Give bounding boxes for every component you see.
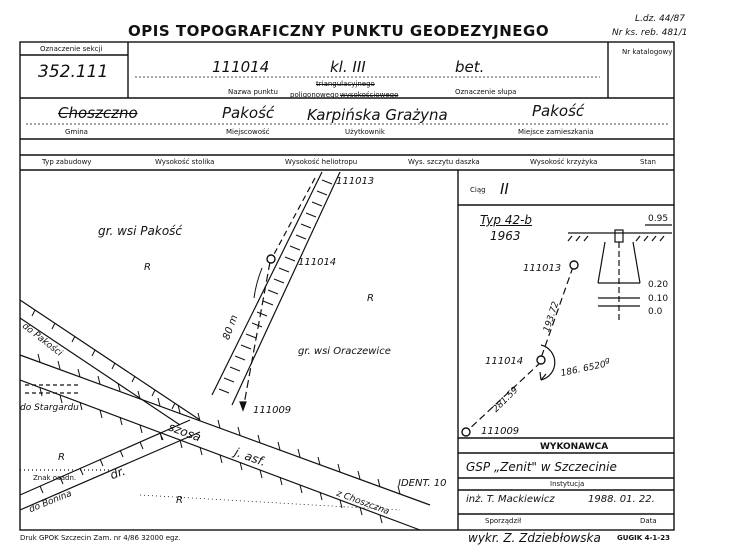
residence-value: Pakość: [532, 102, 585, 120]
type-polygon: poligonowego: [290, 91, 339, 99]
road-to-bonin: do Bonina: [27, 488, 74, 516]
depth-d3: 0.0: [648, 307, 663, 317]
point-name-label: Nazwa punktu: [228, 88, 278, 96]
institution-value: GSP „Zenit" w Szczecinie: [466, 460, 617, 474]
distance-193: 193.72: [542, 300, 562, 334]
farmland-r2: R: [367, 293, 374, 304]
farmland-r1: R: [144, 262, 151, 273]
angle-grad: g: [603, 354, 611, 365]
type-triangulation: triangulacyjnego: [316, 80, 375, 88]
drawn-by: wykr. Z. Zdziebłowska: [468, 531, 601, 545]
road-from-choszczno: z Choszczna: [334, 488, 391, 518]
print-info: Druk GPOK Szczecin Zam. nr 4/86 32000 egz.: [20, 534, 181, 542]
register-number: L.dz. 44/87: [635, 14, 685, 24]
road-to-pakosc: do Pakości: [19, 321, 64, 359]
col-heliotrope-height: Wysokość heliotropu: [285, 158, 358, 166]
marker-year: 1963: [490, 229, 521, 243]
contractor-label: WYKONAWCA: [540, 442, 609, 452]
farmland-r4: R: [176, 495, 183, 506]
right-point-111013: [570, 261, 578, 269]
user-label: Użytkownik: [345, 128, 385, 136]
book-number: Nr ks. reb. 481/1: [612, 28, 688, 38]
farmland-r3: R: [58, 452, 65, 463]
col-cross-height: Wysokość krzyżyka: [530, 158, 598, 166]
map-label-111013: 111013: [336, 176, 375, 187]
form-title: OPIS TOPOGRAFICZNY PUNKTU GEODEZYJNEGO: [128, 22, 550, 40]
sheet-label: Oznaczenie sekcji: [40, 45, 103, 53]
col-building-type: Typ zabudowy: [42, 158, 92, 166]
date-label: Data: [640, 517, 657, 525]
traverse-value: II: [500, 180, 509, 198]
highway-surface: j. asf.: [232, 444, 268, 470]
sketch-label-111009: 111009: [481, 426, 520, 437]
date-value: 1988. 01. 22.: [588, 494, 655, 505]
settlement-sign: Znak osadn.: [33, 474, 77, 482]
col-roof-height: Wys. szczytu daszka: [408, 158, 480, 166]
depth-d1: 0.20: [648, 280, 669, 290]
author-label: Sporządził: [485, 517, 522, 525]
map-point-111014: [267, 255, 275, 263]
map-label-111014: 111014: [298, 257, 337, 268]
gmina-label: Gmina: [65, 128, 88, 136]
col-table-height: Wysokość stolika: [155, 158, 215, 166]
right-point-111014: [537, 356, 545, 364]
right-point-111009: [462, 428, 470, 436]
village-pakosc: gr. wsi Pakość: [98, 224, 183, 238]
dirt-road-label: dr.: [108, 463, 128, 483]
highway-label: szosa: [166, 419, 203, 445]
author-value: inż. T. Mackiewicz: [466, 494, 555, 505]
col-state: Stan: [640, 158, 656, 166]
point-class-value: kl. III: [330, 58, 366, 76]
gmina-value: Choszczno: [58, 104, 138, 122]
depth-value: 0.95: [648, 214, 669, 224]
distance-281: 281.59: [491, 385, 521, 415]
road-to-stargard: do Stargardu: [20, 403, 79, 413]
institution-label: Instytucja: [550, 480, 585, 488]
residence-label: Miejsce zamieszkania: [518, 128, 594, 136]
pillar-label: Oznaczenie słupa: [455, 88, 517, 96]
sketch-label-111013: 111013: [523, 263, 562, 274]
point-name-value: 111014: [212, 58, 270, 76]
point-material-value: bet.: [455, 58, 485, 76]
locality-value: Pakość: [222, 104, 275, 122]
catalog-label: Nr katalogowy: [622, 48, 673, 56]
user-value: Karpińska Grażyna: [307, 106, 448, 124]
locality-label: Miejscowość: [226, 128, 270, 136]
traverse-label: Ciąg: [470, 186, 486, 194]
map-label-111009: 111009: [253, 405, 292, 416]
marker-type: Typ 42-b: [480, 213, 533, 227]
angle-number: 186. 6520: [559, 359, 607, 380]
distance-80m: 80 m: [221, 313, 241, 342]
sheet-value: 352.111: [38, 62, 109, 82]
village-oraczewice: gr. wsi Oraczewice: [298, 346, 391, 357]
sketch-label-111014: 111014: [485, 356, 524, 367]
type-height: wysokościowego: [340, 91, 399, 99]
ident-label: IDENT. 10: [398, 478, 447, 489]
form-code: GUGIK 4-1-23: [617, 534, 670, 542]
depth-d2: 0.10: [648, 294, 669, 304]
